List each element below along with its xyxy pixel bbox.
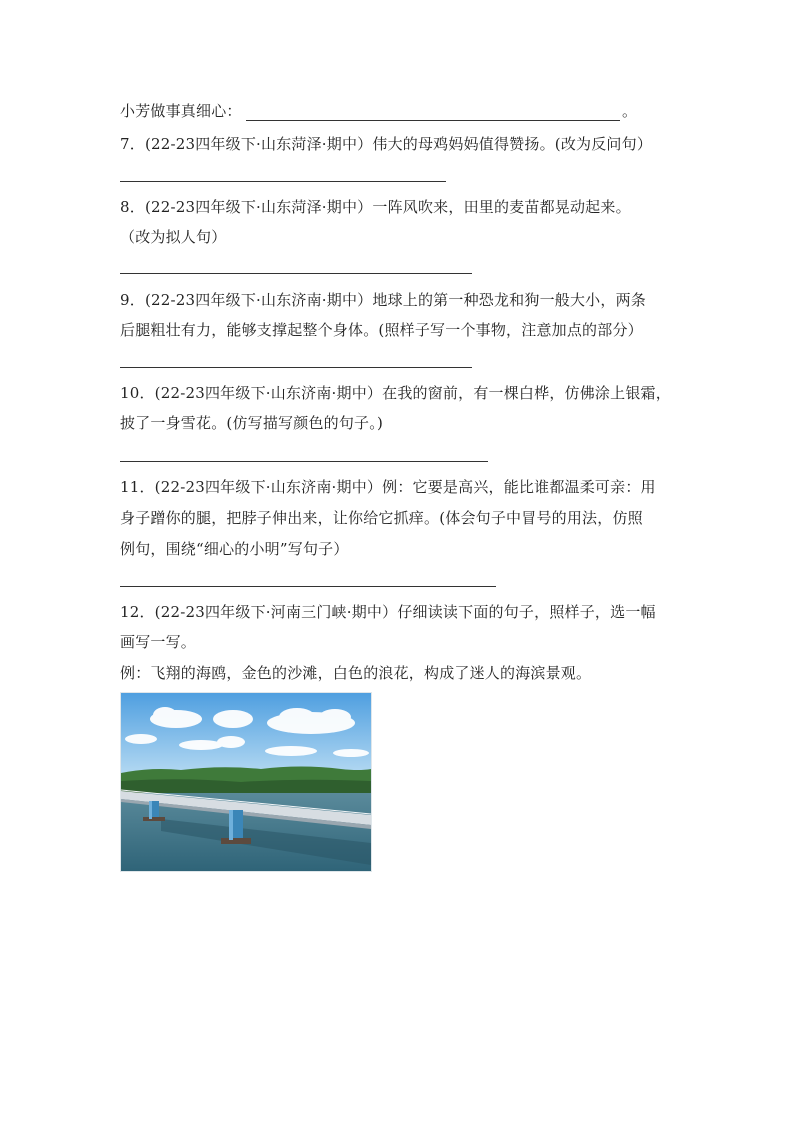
question-8-answer-line[interactable] — [120, 273, 472, 274]
question-7-answer-line[interactable] — [120, 181, 446, 182]
question-9-line-1: 9．(22-23四年级下·山东济南·期中）地球上的第一种恐龙和狗一般大小，两条 — [120, 291, 646, 309]
question-9-line-2: 后腿粗壮有力，能够支撑起整个身体。(照样子写一个事物，注意加点的部分） — [120, 321, 643, 339]
question-12-line-1: 12．(22-23四年级下·河南三门峡·期中）仔细读读下面的句子，照样子，选一幅 — [120, 603, 656, 621]
question-11-line-3: 例句，围绕“细心的小明”写句子） — [120, 540, 349, 558]
question-7: 7．(22-23四年级下·山东菏泽·期中）伟大的母鸡妈妈值得赞扬。(改为反问句） — [120, 135, 653, 153]
bridge-photo-illustration — [121, 693, 371, 871]
question-10-answer-line[interactable] — [120, 461, 488, 462]
question-12-example: 例：飞翔的海鸥，金色的沙滩，白色的浪花，构成了迷人的海滨景观。 — [120, 664, 592, 682]
intro-answer-blank[interactable] — [246, 120, 620, 121]
question-12-line-2: 画写一写。 — [120, 633, 197, 651]
question-8-line-1: 8．(22-23四年级下·山东菏泽·期中）一阵风吹来，田里的麦苗都晃动起来。 — [120, 198, 631, 216]
question-11-answer-line[interactable] — [120, 586, 496, 587]
question-11-line-1: 11．(22-23四年级下·山东济南·期中）例：它要是高兴，能比谁都温柔可亲：用 — [120, 478, 656, 496]
intro-line-end: 。 — [622, 102, 638, 120]
question-10-line-1: 10．(22-23四年级下·山东济南·期中）在我的窗前，有一棵白桦，仿佛涂上银霜， — [120, 384, 671, 402]
question-10-line-2: 披了一身雪花。(仿写描写颜色的句子。) — [120, 414, 384, 432]
intro-line-label: 小芳做事真细心： — [120, 102, 242, 120]
bridge-photo — [120, 692, 372, 872]
question-11-line-2: 身子蹭你的腿，把脖子伸出来，让你给它抓痒。(体会句子中冒号的用法，仿照 — [120, 509, 643, 527]
question-8-line-2: （改为拟人句） — [120, 228, 227, 246]
question-9-answer-line[interactable] — [120, 367, 472, 368]
